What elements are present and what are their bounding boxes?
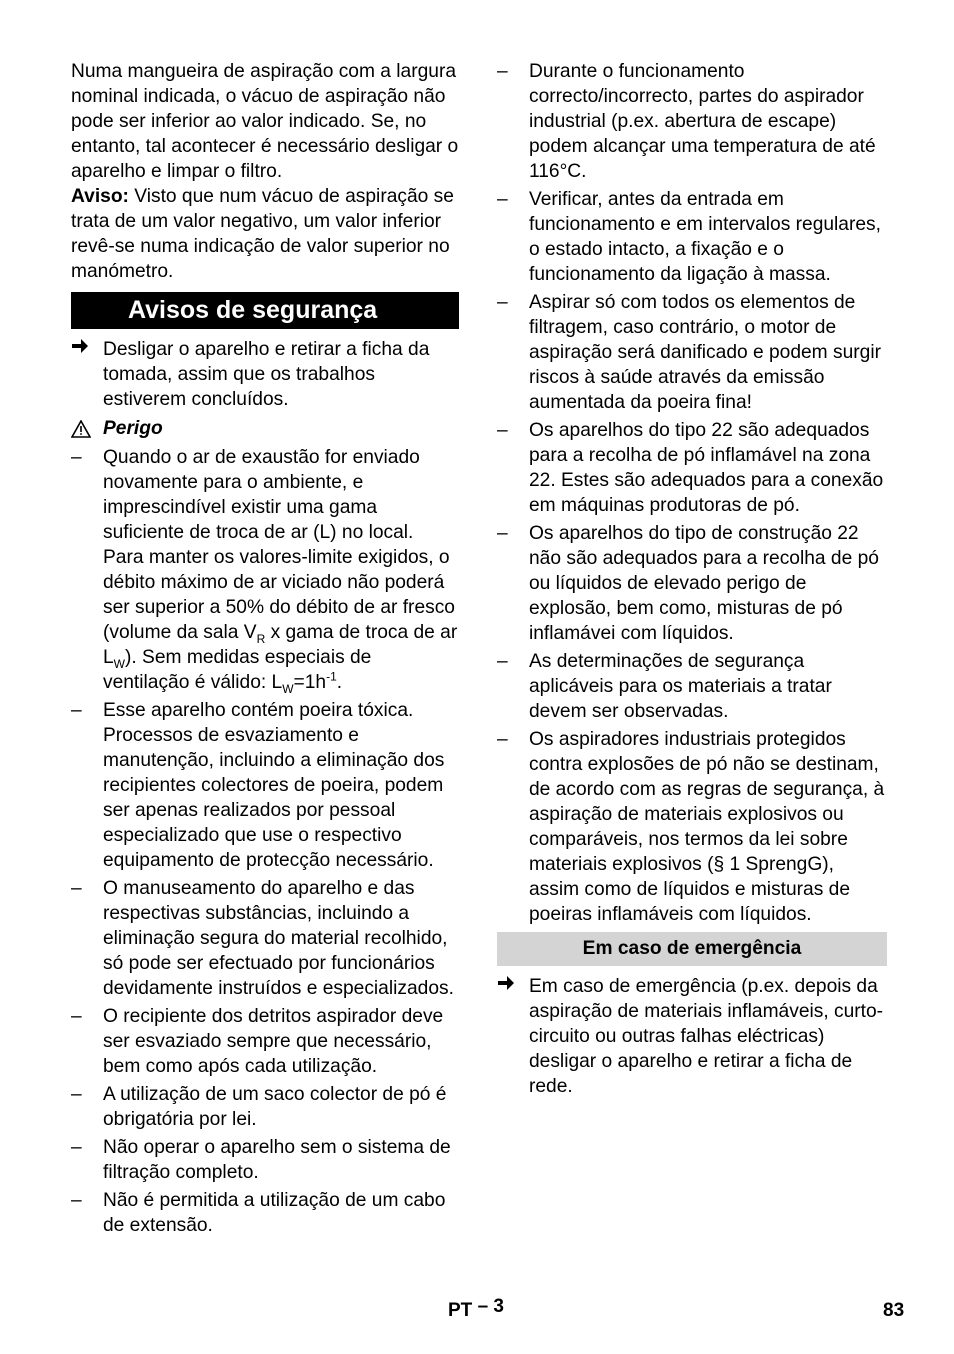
aviso-paragraph [71,184,459,284]
list-item: – As determinações de segurança aplicáveis para os materiais a tratar devem ser observadas. [497,651,832,722]
arrow-right-icon [71,337,93,362]
list-item: – Os aspiradores industriais protegidos contra explosões de pó não se destinam, de acordo com as regras de segurança, à aspiração de materiais explosivos ou comparáveis, nos termos da lei sobre materiais explosivos (§ 1 SprengG), assim como de líquidos e misturas de poeiras inflamáveis com líquidos. [497,729,885,925]
list-item: – Verificar, antes da entrada em funcionamento e em intervalos regulares, o estado intacto, a fixação e o funcionamento da ligação à massa. [497,189,881,285]
dash-marker: – [71,447,82,468]
left-column [71,59,459,1241]
list-item: – Quando o ar de exaustão for enviado novamente para o ambiente, e imprescindível existir uma gama suficiente de troca de ar (L) no local. Para manter os valores-limite exigidos, o débito máximo de ar viciado não poderá ser superior a 50% do débito de ar fresco (volume da sala $V_R$ x gama de troca de ar $L_W$). Sem medidas especiais de ventilação é válido: $L_W=1h^{-1}$. [71,447,458,696]
aviso-label: Aviso: [71,186,129,207]
list-item: – Não é permitida a utilização de um cabo de extensão. [71,1190,446,1236]
footer-page-number: 83 [883,1300,905,1321]
aviso-text: Visto que num vácuo de aspiração se trata de um valor negativo, um valor inferior revê-se numa indicação de valor superior no manómetro. [71,186,454,282]
emergency-instruction-text: Em caso de emergência (p.ex. depois da aspiração de materiais inflamáveis, curto-circuito ou outras falhas eléctricas) desligar o aparelho e retirar a ficha de rede. [529,976,884,1097]
danger-list [71,445,459,1238]
section-heading-safety: Avisos de segurança [71,292,459,329]
danger-label [71,416,459,441]
list-item: – Os aparelhos do tipo 22 são adequados para a recolha de pó inflamável na zona 22. Estes são adequados para a conexão em máquinas produtoras de pó. [497,420,884,516]
list-item: – Não operar o aparelho sem o sistema de filtração completo. [71,1137,451,1183]
list-item: – Durante o funcionamento correcto/incorrecto, partes do aspirador industrial (p.ex. abertura de escape) podem alcançar uma temperatura de até 116°C. [497,61,876,182]
footer-section-label: PT – 3 [448,1296,504,1321]
list-item: – Aspirar só com todos os elementos de filtragem, caso contrário, o motor de aspiração será danificado e podem surgir riscos à saúde através da emissão aumentada da poeira fina! [497,292,881,413]
list-item: – O recipiente dos detritos aspirador deve ser esvaziado sempre que necessário, bem como após cada utilização. [71,1006,444,1077]
list-item: – O manuseamento do aparelho e das respectivas substâncias, incluindo a eliminação segura do material recolhido, só pode ser efectuado por funcionários devidamente instruídos e especializados. [71,878,454,999]
list-item: – Esse aparelho contém poeira tóxica. Processos de esvaziamento e manutenção, incluindo a eliminação dos recipientes colectores de poeira, podem ser apenas realizados por pessoal especializado que use o respectivo equipamento de protecção necessário. [71,700,445,871]
footer-local-page: – 3 [477,1296,504,1317]
arrow-instruction-text: Desligar o aparelho e retirar a ficha da tomada, assim que os trabalhos estiverem concluídos. [103,339,430,410]
intro-paragraph: Numa mangueira de aspiração com a largura nominal indicada, o vácuo de aspiração não pode ser inferior ao valor indicado. Se, no entanto, tal acontecer é necessário desligar o aparelho e limpar o filtro. [71,61,459,182]
right-list [497,59,887,927]
section-heading-emergency: Em caso de emergência [497,932,887,966]
list-item: – A utilização de um saco colector de pó é obrigatória por lei. [71,1084,447,1130]
danger-label-text: Perigo [103,418,163,439]
arrow-right-icon [497,974,519,999]
arrow-instruction [71,337,459,412]
right-column [497,59,887,1099]
list-item: – Os aparelhos do tipo de construção 22 não são adequados para a recolha de pó ou líquidos de elevado perigo de explosão, bem como, misturas de pó inflamávei com líquidos. [497,523,879,644]
arrow-instruction-emergency [497,974,887,1099]
warning-triangle-icon [71,420,91,445]
